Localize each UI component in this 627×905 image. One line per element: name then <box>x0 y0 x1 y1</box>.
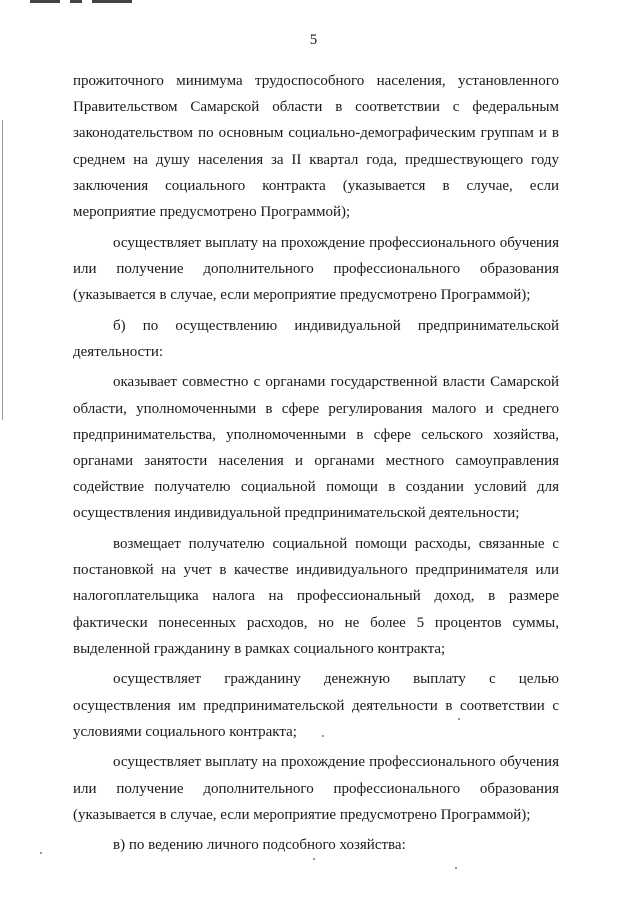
document-body <box>73 68 559 863</box>
paragraph: осуществляет выплату на прохождение профессионального обучения или получение дополнительного профессионального образования (указывается в случае, если мероприятие предусмотрено Программой); <box>73 234 559 304</box>
scan-artifact-left <box>2 120 3 420</box>
paragraph: оказывает совместно с органами государственной власти Самарской области, уполномоченными в сфере регулирования малого и среднего предпринимательства, уполномоченными в сфере сельского хозяйства, органами занятости населения и органами местного самоуправления содействие получателю социальной помощи в создании условий для осуществления индивидуальной предпринимательской деятельности; <box>73 374 559 522</box>
page-number: 5 <box>309 32 318 48</box>
scan-speck <box>458 718 460 720</box>
scan-speck <box>40 852 42 854</box>
scan-speck <box>455 867 457 869</box>
paragraph-continuation: прожиточного минимума трудоспособного населения, установленного Правительством Самарской области в соответствии с федеральным законодательством по основным социально-демографическим группам и в среднем на душу населения за II квартал года, предшествующего году заключения социального контракта (указывается в случае, если мероприятие предусмотрено Программой); <box>73 73 559 221</box>
paragraph: возмещает получателю социальной помощи расходы, связанные с постановкой на учет в качестве индивидуального предпринимателя или налогоплательщика налога на профессиональный доход, в размере фактически понесенных расходов, но не более 5 процентов суммы, выделенной гражданину в рамках социального контракта; <box>73 536 559 657</box>
paragraph-subsection-v: в) по ведению личного подсобного хозяйства: <box>113 837 406 854</box>
paragraph: осуществляет выплату на прохождение профессионального обучения или получение дополнительного профессионального образования (указывается в случае, если мероприятие предусмотрено Программой); <box>73 754 559 823</box>
paragraph-subsection-b: б) по осуществлению индивидуальной предпринимательской деятельности: <box>73 317 559 360</box>
scan-artifact-top <box>30 0 140 4</box>
scan-speck <box>313 858 315 860</box>
scan-speck <box>322 735 324 737</box>
paragraph: осуществляет гражданину денежную выплату с целью осуществления им предпринимательской деятельности в соответствии с условиями социального контракта; <box>73 671 559 740</box>
